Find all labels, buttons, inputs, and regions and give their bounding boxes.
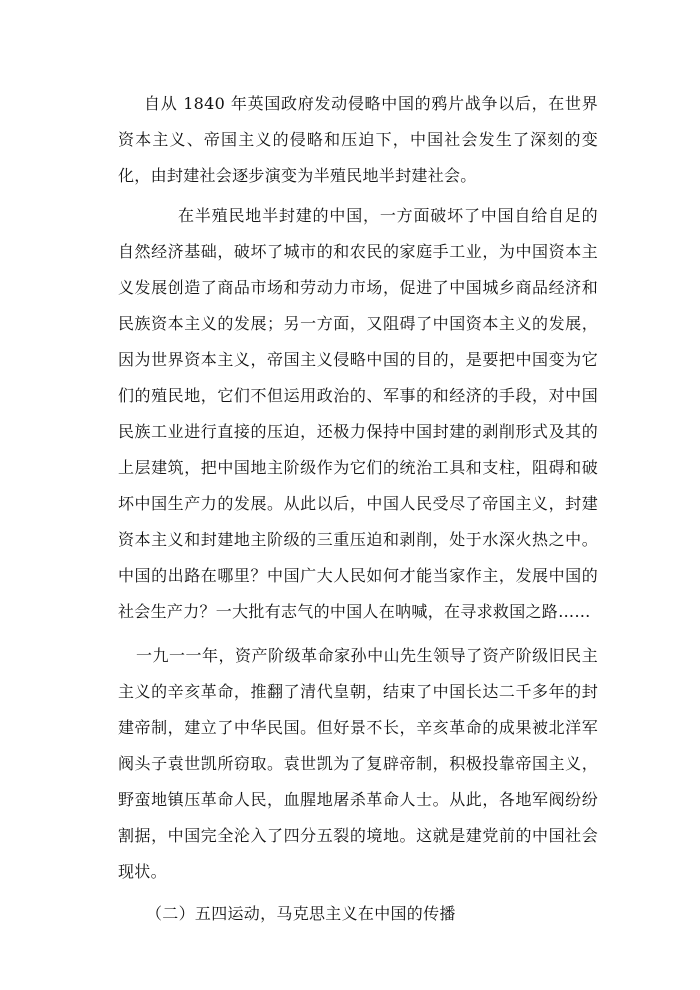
section-heading: （二）五四运动，马克思主义在中国的传播: [146, 904, 456, 923]
paragraph-semi-colonial-society: 在半殖民地半封建的中国，一方面破坏了中国自给自足的自然经济基础，破坏了城市的和农民的家庭手工业，为中国资本主义发展创造了商品市场和劳动力市场，促进了中国城乡商品经济和民族资本主义的发展；另一方面，又阻碍了中国资本主义的发展，因为世界资本主义，帝国主义侵略中国的目的，是要把中国变为它们的殖民地，它们不但运用政治的、军事的和经济的手段，对中国民族工业进行直接的压迫，还极力保持中国封建的剥削形式及其的上层建筑，把中国地主阶级作为它们的统治工具和支柱，阻碍和破坏中国生产力的发展。从此以后，中国人民受尽了帝国主义，封建资本主义和封建地主阶级的三重压迫和剥削，处于水深火热之中。 中国的出路在哪里？中国广大人民如何才能当家作主，发展中国的社会生产力？一大批有志气的中国人在呐喊，在寻求救国之路……: [118, 206, 598, 621]
document-body: [118, 86, 598, 932]
paragraph-1911-revolution: 一九一一年，资产阶级革命家孙中山先生领导了资产阶级旧民主主义的辛亥革命，推翻了清代皇朝，结束了中国长达二千多年的封建帝制，建立了中华民国。但好景不长，辛亥革命的成果被北洋军阀头子袁世凯所窃取。袁世凯为了复辟帝制，积极投靠帝国主义，野蛮地镇压革命人民，血腥地屠杀革命人士。从此，各地军阀纷纷割据，中国完全沦入了四分五裂的境地。这就是建党前的中国社会现状。: [118, 646, 598, 881]
paragraph-1840-opium-war: 自从 1840 年英国政府发动侵略中国的鸦片战争以后，在世界资本主义、帝国主义的侵略和压迫下，中国社会发生了深刻的变化，由封建社会逐步演变为半殖民地半封建社会。: [118, 94, 598, 185]
